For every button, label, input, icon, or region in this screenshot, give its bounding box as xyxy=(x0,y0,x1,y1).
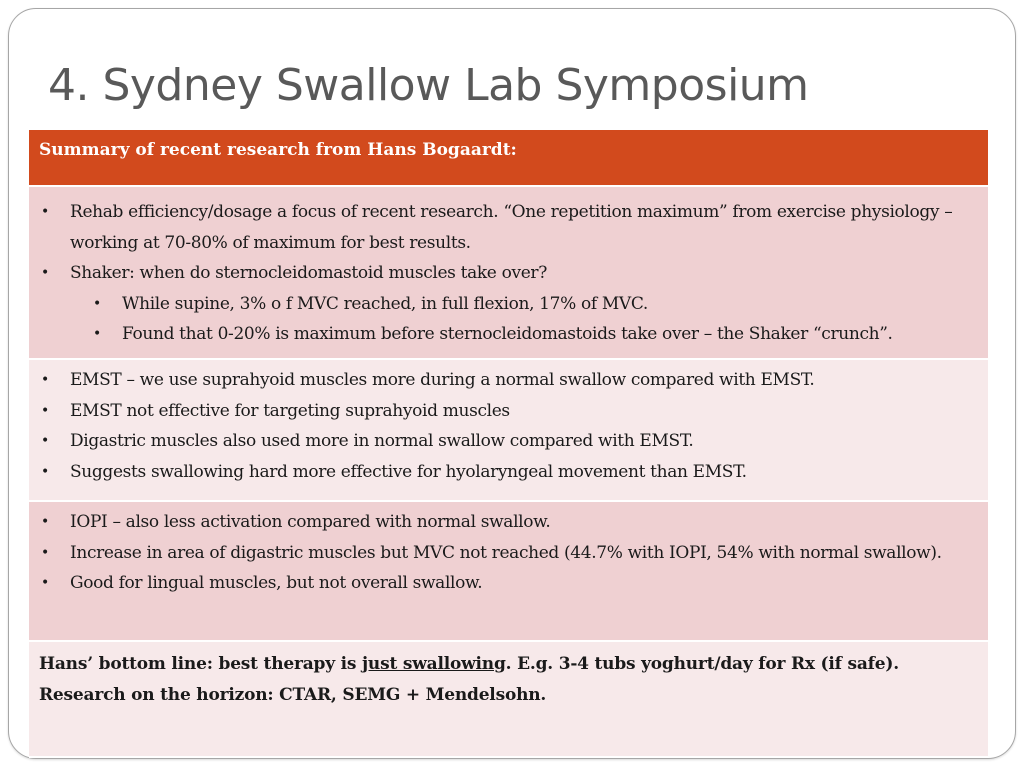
summary-header: Summary of recent research from Hans Bogaardt: xyxy=(39,140,517,160)
bullet-icon: • xyxy=(41,402,49,419)
bullet-icon: • xyxy=(41,265,49,281)
research-section-rehab xyxy=(29,187,988,360)
bullet-item xyxy=(39,319,980,350)
bottom-line-prefix: Hans’ bottom line: best therapy is xyxy=(39,654,362,674)
bullet-icon: • xyxy=(41,514,49,530)
bullet-text: While supine, 3% o f MVC reached, in full flexion, 17% of MVC. xyxy=(122,293,648,314)
bullet-item xyxy=(39,365,980,396)
bullet-text: Suggests swallowing hard more effective for hyolaryngeal movement than EMST. xyxy=(70,461,747,482)
bullet-item xyxy=(39,426,980,457)
bullet-item xyxy=(39,568,980,599)
bullet-text: EMST – we use suprahyoid muscles more during a normal swallow compared with EMST. xyxy=(70,370,815,390)
bullet-item xyxy=(39,289,980,320)
bullet-text: IOPI – also less activation compared with normal swallow. xyxy=(70,512,551,532)
bullet-text: Rehab efficiency/dosage a focus of recent research. “One repetition maximum” from exercise physiology – working at 70-80% of maximum for best results. xyxy=(70,202,953,253)
summary-header-row xyxy=(29,130,988,187)
bullet-text: Good for lingual muscles, but not overall swallow. xyxy=(70,573,483,593)
bottom-line-section xyxy=(29,642,988,758)
bullet-text: Found that 0-20% is maximum before sternocleidomastoids take over – the Shaker “crunch”. xyxy=(122,324,893,344)
slide-title: 4. Sydney Swallow Lab Symposium xyxy=(48,60,809,111)
bottom-line-emphasis: just swallowing xyxy=(361,654,506,674)
bullet-icon: • xyxy=(41,463,49,480)
bottom-line-suffix: . E.g. 3-4 tubs yoghurt/day for Rx (if safe). xyxy=(505,654,899,674)
bullet-item xyxy=(39,457,980,488)
bullet-icon: • xyxy=(41,544,49,561)
bullet-text: EMST not effective for targeting suprahyoid muscles xyxy=(70,400,510,421)
bullet-list xyxy=(39,507,980,599)
bullet-item xyxy=(39,197,980,258)
bullet-text: Shaker: when do sternocleidomastoid muscles take over? xyxy=(70,263,547,283)
bullet-icon: • xyxy=(41,575,49,591)
research-section-emst xyxy=(29,360,988,502)
bullet-icon: • xyxy=(93,295,101,312)
bullet-icon: • xyxy=(41,372,49,388)
summary-table xyxy=(29,130,988,758)
bullet-item xyxy=(39,396,980,427)
bullet-item xyxy=(39,258,980,289)
bullet-icon: • xyxy=(93,326,101,342)
bullet-item xyxy=(39,538,980,569)
research-section-iopi xyxy=(29,502,988,642)
bullet-text: Increase in area of digastric muscles but MVC not reached (44.7% with IOPI, 54% with normal swallow). xyxy=(70,542,942,563)
bullet-list xyxy=(39,197,980,350)
bullet-item xyxy=(39,507,980,538)
research-horizon-text: Research on the horizon: CTAR, SEMG + Mendelsohn. xyxy=(39,684,547,705)
bullet-icon: • xyxy=(41,433,49,449)
bullet-list xyxy=(39,365,980,487)
bottom-line-text xyxy=(39,649,980,680)
bullet-text: Digastric muscles also used more in normal swallow compared with EMST. xyxy=(70,431,694,451)
bullet-icon: • xyxy=(41,204,49,220)
